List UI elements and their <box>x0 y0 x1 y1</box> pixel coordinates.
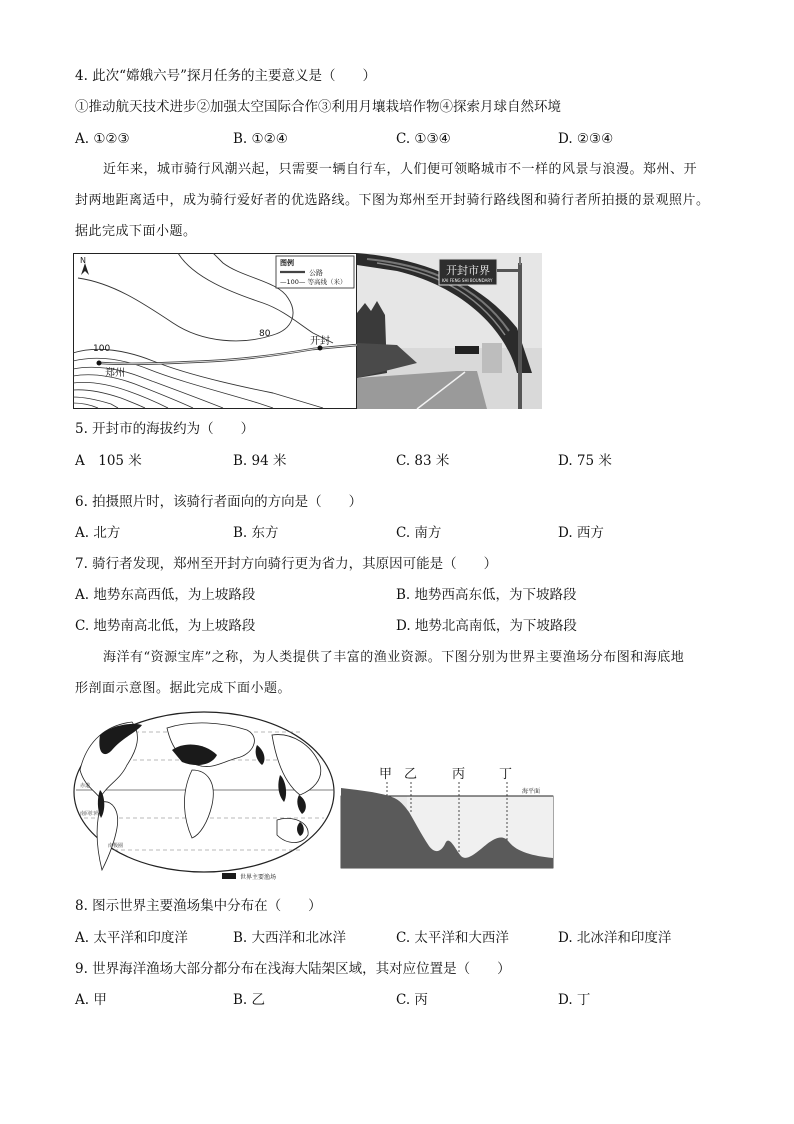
passage-1-line-1: 近年来，城市骑行风潮兴起，只需要一辆自行车，人们便可领略城市不一样的风景与浪漫。郑州、开 <box>103 162 698 177</box>
q9-option-d[interactable]: D. 丁 <box>558 992 591 1008</box>
contour-100-label: 100 <box>93 344 111 354</box>
q9-option-b[interactable]: B. 乙 <box>233 992 266 1008</box>
contour-80-label: 80 <box>259 329 271 339</box>
q8-option-c[interactable]: C. 太平洋和大西洋 <box>396 930 509 946</box>
q5-option-a[interactable]: A 105 米 <box>75 453 142 469</box>
fishery-legend-label: 世界主要渔场 <box>240 874 277 881</box>
boundary-sign-text: 开封市界 <box>446 264 490 277</box>
legend-title: 图例 <box>280 259 294 267</box>
equator-label: 赤道 <box>80 783 91 789</box>
question-6-stem: 6. 拍摄照片时，该骑行者面向的方向是（ ） <box>75 494 363 510</box>
q6-option-d[interactable]: D. 西方 <box>558 525 604 541</box>
question-5-stem: 5. 开封市的海拔约为（ ） <box>75 421 255 437</box>
passage-2-line-1: 海洋有“资源宝库”之称，为人类提供了丰富的渔业资源。下图分别为世界主要渔场分布图和海底地 <box>103 650 685 665</box>
passage-2-line-2: 形剖面示意图。据此完成下面小题。 <box>75 681 292 696</box>
legend-contour-label: —100— 等高线（米） <box>280 278 347 286</box>
q7-option-d[interactable]: D. 地势北高南低，为下坡路段 <box>396 618 577 634</box>
seabed-profile <box>337 764 555 870</box>
landscape-photo <box>357 253 542 409</box>
q5-option-d[interactable]: D. 75 米 <box>558 453 612 469</box>
zhengzhou-label: 郑州 <box>105 368 125 379</box>
profile-label-jia: 甲 <box>379 767 393 782</box>
question-4-stem: 4. 此次“嫦娥六号”探月任务的主要意义是（ ） <box>75 68 376 84</box>
q6-option-a[interactable]: A. 北方 <box>75 525 121 541</box>
q7-option-b[interactable]: B. 地势西高东低，为下坡路段 <box>396 587 577 603</box>
q9-option-c[interactable]: C. 丙 <box>396 992 428 1008</box>
q8-option-b[interactable]: B. 大西洋和北冰洋 <box>233 930 347 946</box>
question-4-statements: ①推动航天技术进步②加强太空国际合作③利用月壤栽培作物④探索月球自然环境 <box>75 99 561 115</box>
q7-option-c[interactable]: C. 地势南高北低，为上坡路段 <box>75 618 256 634</box>
q5-option-c[interactable]: C. 83 米 <box>396 453 450 469</box>
sea-level-label: 海平面 <box>522 788 541 795</box>
tropic-label: 南回归线 <box>80 811 101 817</box>
world-fishery-map <box>72 710 337 886</box>
q6-option-b[interactable]: B. 东方 <box>233 525 279 541</box>
boundary-sign-subtext: KAI FENG SHI BOUNDARY <box>442 278 493 283</box>
q6-option-c[interactable]: C. 南方 <box>396 525 442 541</box>
kaifeng-label: 开封 <box>310 336 330 347</box>
q9-option-a[interactable]: A. 甲 <box>75 992 107 1008</box>
q4-option-b[interactable]: B. ①②④ <box>233 131 288 147</box>
profile-label-ding: 丁 <box>499 767 513 782</box>
q8-option-a[interactable]: A. 太平洋和印度洋 <box>75 930 188 946</box>
profile-label-bing: 丙 <box>452 767 466 782</box>
q4-option-a[interactable]: A. ①②③ <box>75 131 130 147</box>
q4-option-c[interactable]: C. ①③④ <box>396 131 451 147</box>
passage-1-line-3: 据此完成下面小题。 <box>75 224 197 239</box>
profile-label-yi: 乙 <box>404 767 418 782</box>
q4-option-d[interactable]: D. ②③④ <box>558 131 614 147</box>
q5-option-b[interactable]: B. 94 米 <box>233 453 287 469</box>
polar-circle-label: 南极圈 <box>108 843 124 849</box>
route-map <box>73 253 357 409</box>
north-label: N <box>80 256 86 265</box>
fishery-legend-swatch <box>222 873 236 879</box>
zhengzhou-dot <box>97 361 102 366</box>
q8-option-d[interactable]: D. 北冰洋和印度洋 <box>558 930 672 946</box>
passage-1-line-2: 封两地距离适中，成为骑行爱好者的优选路线。下图为郑州至开封骑行路线图和骑行者所拍摄的景观照片。 <box>75 193 710 208</box>
legend-road-label: 公路 <box>309 269 323 277</box>
map-legend <box>276 256 354 288</box>
question-7-stem: 7. 骑行者发现，郑州至开封方向骑行更为省力，其原因可能是（ ） <box>75 556 498 572</box>
question-9-stem: 9. 世界海洋渔场大部分都分布在浅海大陆架区域，其对应位置是（ ） <box>75 961 511 977</box>
q7-option-a[interactable]: A. 地势东高西低，为上坡路段 <box>75 587 256 603</box>
question-8-stem: 8. 图示世界主要渔场集中分布在（ ） <box>75 898 322 914</box>
